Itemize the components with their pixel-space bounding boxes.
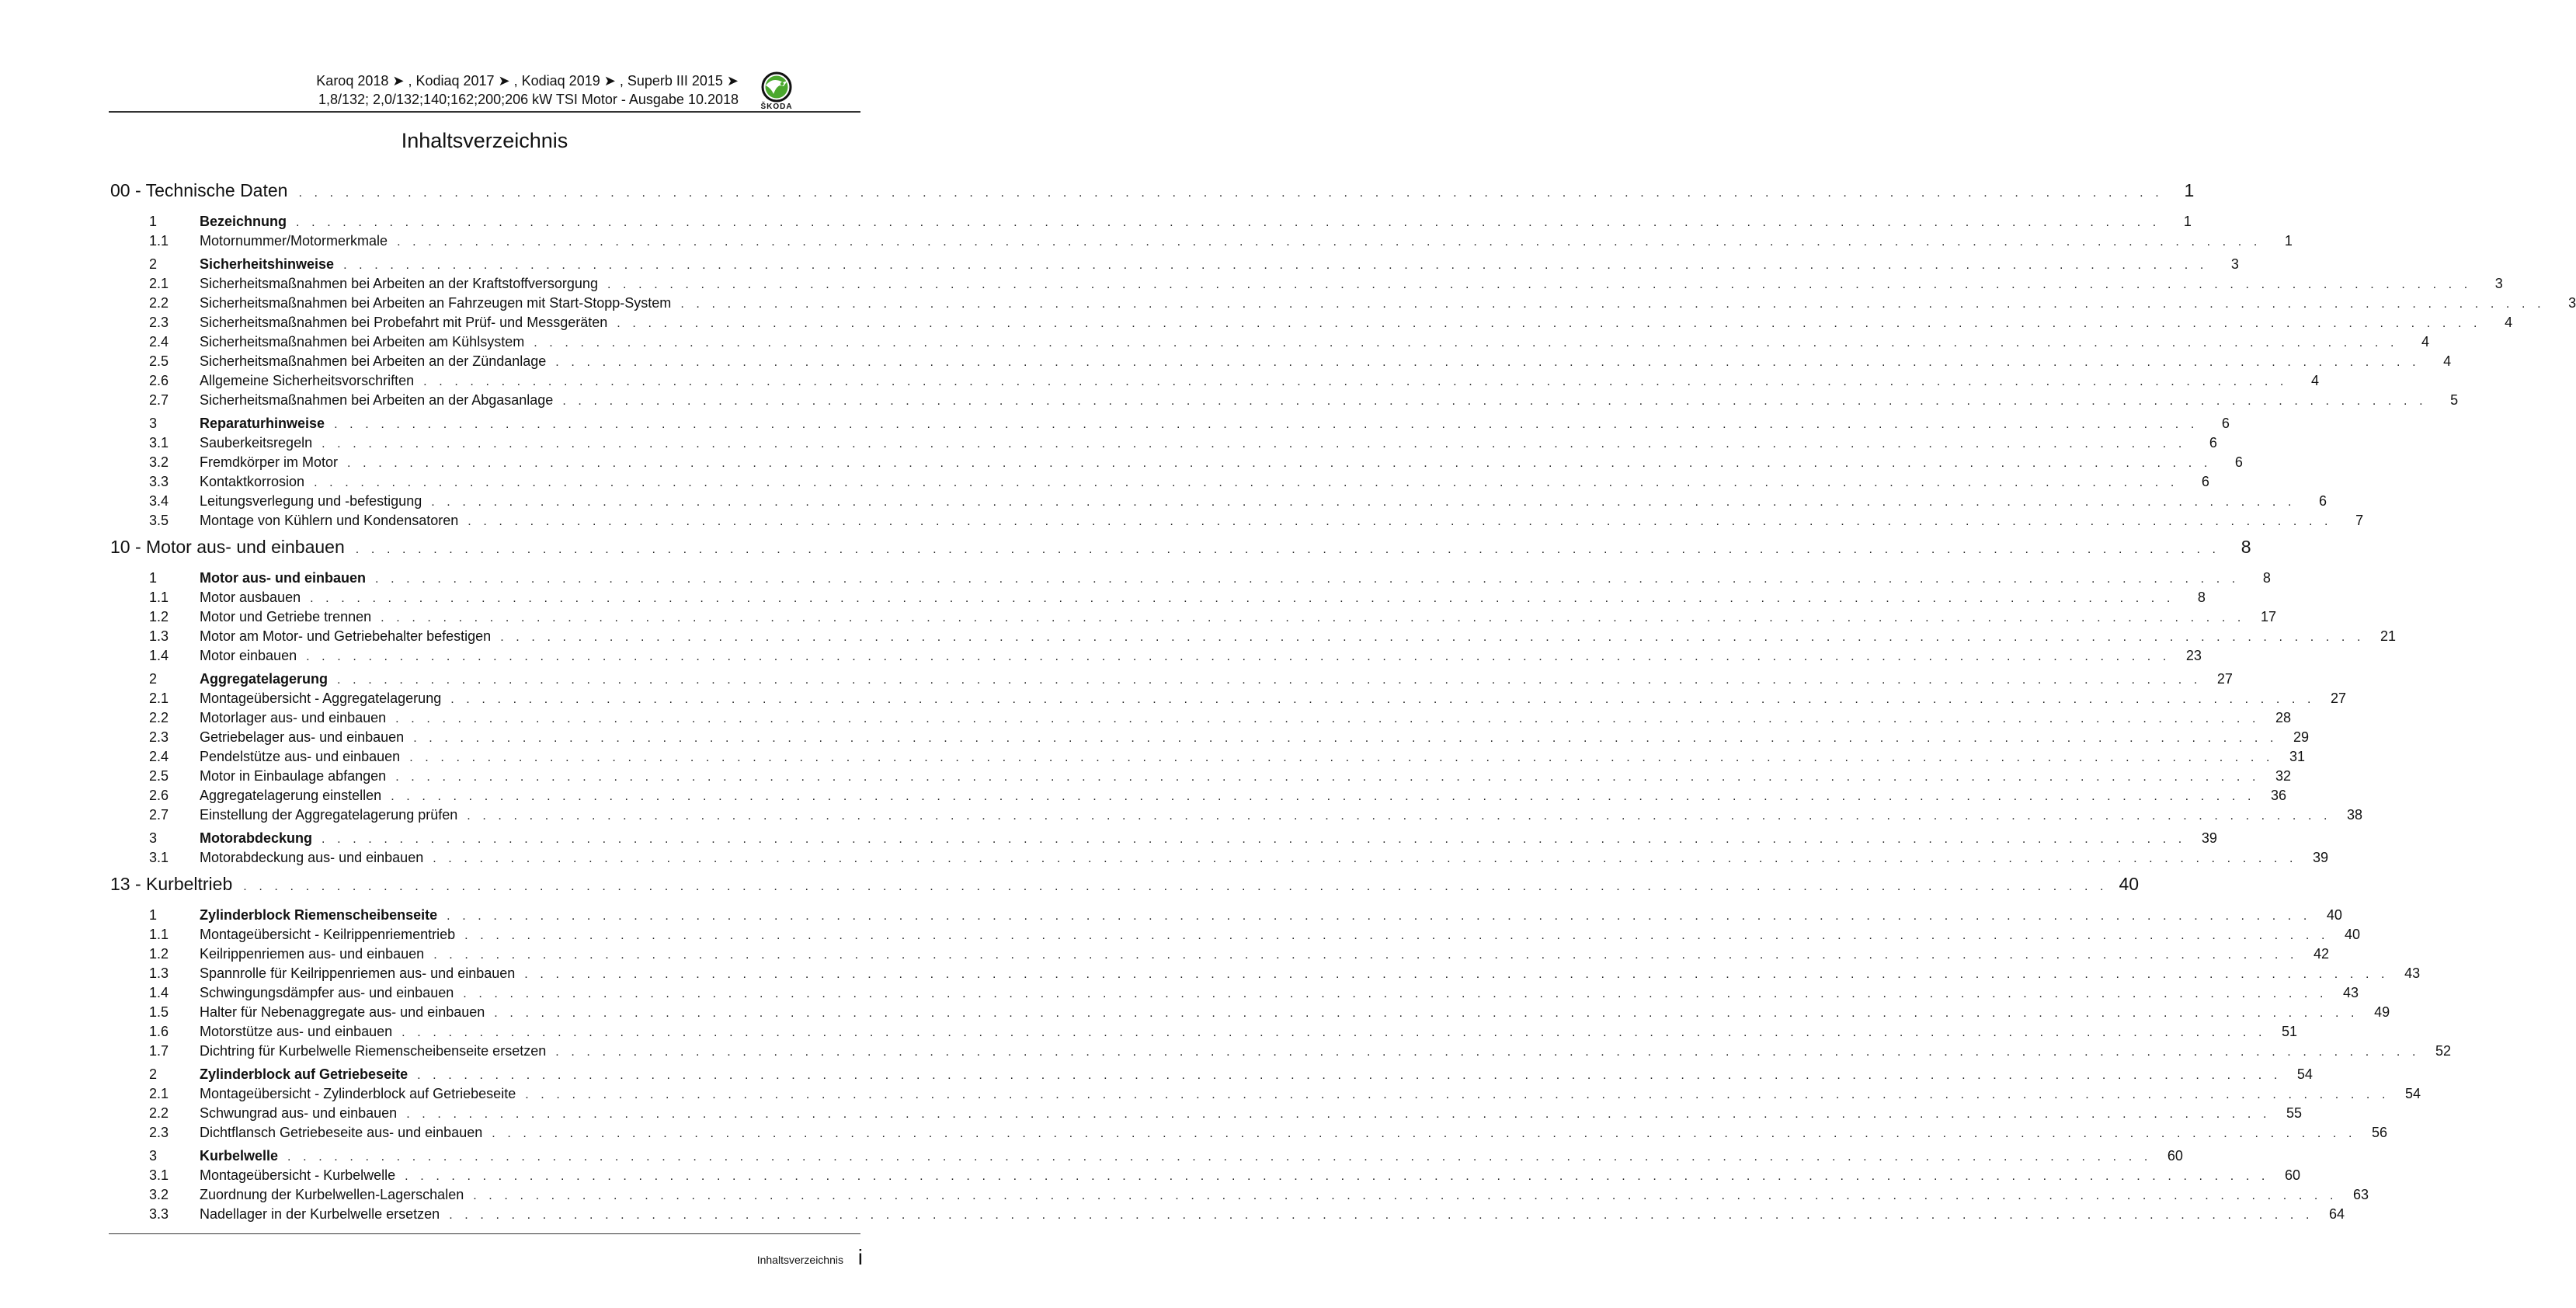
dot-leader: . . . . . . . . . . . . . . . . . . . . . . . . . . . . . . . . . . . . . . . . . . . . . . . . . . . . . . . . . . . . . . . . . . . . . . . . . . . . . . . . . . . . . . . . . . . . . . . . . . . . . . . . . . . . . . . . . . . . . . . .	[391, 790, 2256, 803]
dot-leader: . . . . . . . . . . . . . . . . . . . . . . . . . . . . . . . . . . . . . . . . . . . . . . . . . . . . . . . . . . . . . . . . . . . . . . . . . . . . . . . . . . . . . . . . . . . . . . . . . . . . . . . . . . . . . . . . . . . . . . . .	[402, 1026, 2266, 1039]
dot-leader: . . . . . . . . . . . . . . . . . . . . . . . . . . . . . . . . . . . . . . . . . . . . . . . . . . . . . . . . . . . . . . . . . . . . . . . . . . . . . . . . . . . . . . . . . . . . . . . . . . . . . . . . . . . . . . . . . . . . . . . .	[468, 515, 2333, 528]
toc-entry[interactable]	[110, 646, 2202, 666]
toc-entry[interactable]	[110, 964, 2421, 983]
footer-divider	[109, 1233, 860, 1234]
dot-leader: . . . . . . . . . . . . . . . . . . . . . . . . . . . . . . . . . . . . . . . . . . . . . . . . . . . . . . . . . . . . . . . . . . . . . . . . . . . . . . . . . . . . . . . . . . . . . . . . . . . . . . . . . . . . . . . . . . . . . . . .	[314, 476, 2178, 489]
toc-entry[interactable]	[110, 1166, 2300, 1185]
entry-number: 3.2	[149, 1187, 169, 1202]
toc-section[interactable]	[110, 1146, 2183, 1166]
entry-number: 1.4	[149, 648, 169, 663]
toc-entry[interactable]	[110, 511, 2364, 531]
entry-page-number: 51	[2281, 1024, 2297, 1039]
toc-entry[interactable]	[110, 925, 2360, 944]
entry-title: Spannrolle für Keilrippenriemen aus- und einbauen	[200, 965, 516, 981]
entry-page-number: 6	[2234, 454, 2243, 470]
section-title: Zylinderblock auf Getriebeseite	[200, 1066, 408, 1082]
dot-leader: . . . . . . . . . . . . . . . . . . . . . . . . . . . . . . . . . . . . . . . . . . . . . . . . . . . . . . . . . . . . . . . . . . . . . . . . . . . . . . . . . . . . . . . . . . . . . . . . . . . . . . . . . . . . . . . . . . . . . . . .	[413, 732, 2279, 745]
toc-entry[interactable]	[110, 607, 2276, 627]
entry-page-number: 1	[2284, 233, 2293, 249]
dot-leader: . . . . . . . . . . . . . . . . . . . . . . . . . . . . . . . . . . . . . . . . . . . . . . . . . . . . . . . . . . . . . . . . . . . . . . . . . . . . . . . . . . . . . . . . . . . . . . . . . . . . . . . . . . . . . . . . . . . . . . . .	[334, 418, 2199, 431]
entry-number: 2.6	[149, 373, 169, 388]
entry-page-number: 6	[2319, 493, 2327, 509]
toc-chapter[interactable]	[110, 180, 2195, 208]
section-number: 2	[149, 671, 158, 687]
section-number: 2	[149, 256, 158, 272]
dot-leader: . . . . . . . . . . . . . . . . . . . . . . . . . . . . . . . . . . . . . . . . . . . . . . . . . . . . . . . . . . . . . . . . . . . . . . . . . . . . . . . . . . . . . . . . . . . . . . . . . . . . . . . . . . . . . . . . . . . . . . . .	[607, 278, 2472, 291]
entry-title: Nadellager in der Kurbelwelle ersetzen	[200, 1206, 440, 1222]
dot-leader: . . . . . . . . . . . . . . . . . . . . . . . . . . . . . . . . . . . . . . . . . . . . . . . . . . . . . . . . . . . . . . . . . . . . . . . . . . . . . . . . . . . . . . . . . . . . . . . . . . . . . . . . . . . . . . . . . . . . . . . .	[431, 496, 2296, 509]
entry-page-number: 43	[2404, 965, 2421, 981]
dot-leader: . . . . . . . . . . . . . . . . . . . . . . . . . . . . . . . . . . . . . . . . . . . . . . . . . . . . . . . . . . . . . . . . . . . . . . . . . . . . . . . . . . . . . . . . . . . . . . . . . . . . . . . . . . . . . . . . . . . . . . . .	[395, 771, 2261, 784]
entry-page-number: 5	[2450, 392, 2459, 408]
entry-number: 3.4	[149, 493, 169, 509]
entry-page-number: 23	[2185, 648, 2202, 663]
entry-page-number: 43	[2343, 985, 2359, 1000]
header-models: Karoq 2018 ➤ , Kodiaq 2017 ➤ , Kodiaq 2019 ➤ , Superb III 2015 ➤	[316, 73, 739, 89]
entry-page-number: 40	[2344, 927, 2360, 942]
dot-leader: . . . . . . . . . . . . . . . . . . . . . . . . . . . . . . . . . . . . . . . . . . . . . . . . . . . . . . . . . . . . . . . . . . . . . . . . . . . . . . . . . . . . . . . . . . . . . . . . . . . . . . . . . . . . . . . . . . . . . . . .	[680, 297, 2546, 311]
entry-page-number: 21	[2380, 628, 2397, 644]
entry-title: Allgemeine Sicherheitsvorschriften	[200, 373, 415, 388]
skoda-logo	[751, 71, 802, 111]
dot-leader: . . . . . . . . . . . . . . . . . . . . . . . . . . . . . . . . . . . . . . . . . . . . . . . . . . . . . . . . . . . . . . . . . . . . . . . . . . . . . . . . . . . . . . . . . . . . . . . . . . . . . . . . . . . . . . . . . . . . . . . .	[447, 910, 2311, 923]
toc-section[interactable]	[110, 212, 2192, 231]
entry-number: 3.1	[149, 850, 169, 865]
entry-page-number: 3	[2494, 276, 2503, 291]
toc-entry[interactable]	[110, 747, 2306, 767]
page-header	[109, 71, 802, 111]
entry-number: 2.3	[149, 1125, 169, 1140]
entry-title: Motor in Einbaulage abfangen	[200, 768, 387, 784]
toc-entry[interactable]	[110, 627, 2397, 646]
entry-title: Sicherheitsmaßnahmen bei Probefahrt mit Prüf- und Messgeräten	[200, 315, 608, 330]
entry-title: Sicherheitsmaßnahmen bei Arbeiten an Fahrzeugen mit Start-Stopp-System	[200, 295, 672, 311]
entry-number: 2.2	[149, 295, 169, 311]
entry-page-number: 39	[2313, 850, 2329, 865]
entry-title: Dichtflansch Getriebeseite aus- und einbauen	[200, 1125, 483, 1140]
entry-number: 2.4	[149, 334, 169, 350]
toc-section[interactable]	[110, 255, 2239, 274]
section-page-number: 27	[2216, 671, 2233, 687]
section-title: Bezeichnung	[200, 214, 287, 229]
dot-leader: . . . . . . . . . . . . . . . . . . . . . . . . . . . . . . . . . . . . . . . . . . . . . . . . . . . . . . . . . . . . . . . . . . . . . . . . . . . . . . . . . . . . . . . . . . . . . . . . . . . . . . . . . . . . . . . . . . . . . . . .	[417, 1069, 2282, 1082]
entry-page-number: 3	[2568, 295, 2576, 311]
entry-number: 1.3	[149, 628, 169, 644]
entry-title: Keilrippenriemen aus- und einbauen	[200, 946, 425, 962]
dot-leader: . . . . . . . . . . . . . . . . . . . . . . . . . . . . . . . . . . . . . . . . . . . . . . . . . . . . . . . . . . . . . . . . . . . . . . . . . . . . . . . . . . . . . . . . . . . . . . . . . . . . . . . . . . . . . . . . . . . . . . . .	[322, 437, 2186, 450]
entry-title: Kontaktkorrosion	[200, 474, 305, 489]
entry-title: Einstellung der Aggregatelagerung prüfen	[200, 807, 458, 823]
entry-title: Motorlager aus- und einbauen	[200, 710, 387, 725]
entry-number: 1.2	[149, 946, 169, 962]
toc-entry[interactable]	[110, 433, 2217, 453]
entry-number: 1.4	[149, 985, 169, 1000]
dot-leader: . . . . . . . . . . . . . . . . . . . . . . . . . . . . . . . . . . . . . . . . . . . . . . . . . . . . . . . . . . . . . . . . . . . . . . . . . . . . . . . . . . . . . . . . . . . . . . . . . . . . . . . . . . . . . . . . . . . . . . . .	[494, 1007, 2359, 1020]
section-number: 1	[149, 570, 158, 586]
table-of-contents	[110, 180, 2576, 1224]
entry-title: Motorstütze aus- und einbauen	[200, 1024, 393, 1039]
toc-section[interactable]	[110, 829, 2217, 848]
section-title: Kurbelwelle	[200, 1148, 279, 1164]
entry-page-number: 28	[2275, 710, 2291, 725]
header-engine-edition: 1,8/132; 2,0/132;140;162;200;206 kW TSI Motor - Ausgabe 10.2018	[318, 92, 739, 107]
entry-title: Montageübersicht - Zylinderblock auf Getriebeseite	[200, 1086, 516, 1101]
toc-chapter[interactable]	[110, 874, 2140, 902]
entry-page-number: 4	[2443, 353, 2452, 369]
toc-entry[interactable]	[110, 805, 2363, 825]
entry-title: Sicherheitsmaßnahmen bei Arbeiten an der Abgasanlage	[200, 392, 554, 408]
entry-page-number: 38	[2347, 807, 2363, 823]
entry-title: Montageübersicht - Aggregatelagerung	[200, 691, 442, 706]
entry-title: Sicherheitsmaßnahmen bei Arbeiten am Kühlsystem	[200, 334, 525, 350]
entry-page-number: 36	[2270, 788, 2287, 803]
section-page-number: 40	[2326, 907, 2342, 923]
entry-title: Getriebelager aus- und einbauen	[200, 729, 405, 745]
entry-page-number: 63	[2353, 1187, 2369, 1202]
entry-title: Motor und Getriebe trennen	[200, 609, 372, 624]
toc-entry[interactable]	[110, 1042, 2452, 1061]
chapter-title: 13 - Kurbeltrieb	[110, 874, 233, 894]
entry-number: 1.5	[149, 1004, 169, 1020]
entry-page-number: 4	[2505, 315, 2513, 330]
entry-page-number: 4	[2421, 334, 2430, 350]
toc-entry[interactable]	[110, 492, 2327, 511]
entry-page-number: 6	[2209, 435, 2217, 450]
toc-section[interactable]	[110, 569, 2271, 588]
chapter-page-number: 8	[2241, 537, 2251, 557]
toc-entry[interactable]	[110, 391, 2459, 410]
section-number: 3	[149, 416, 158, 431]
entry-title: Sauberkeitsregeln	[200, 435, 313, 450]
section-title: Zylinderblock Riemenscheibenseite	[200, 907, 438, 923]
entry-page-number: 52	[2435, 1043, 2452, 1059]
toc-entry[interactable]	[110, 352, 2452, 371]
entry-number: 2.3	[149, 315, 169, 330]
dot-leader: . . . . . . . . . . . . . . . . . . . . . . . . . . . . . . . . . . . . . . . . . . . . . . . . . . . . . . . . . . . . . . . . . . . . . . . . . . . . . . . . . . . . . . . . . . . . . . . . . . . . . . . . . . . . . . . . . . . . . . . .	[337, 673, 2202, 687]
toc-chapter[interactable]	[110, 537, 2251, 565]
dot-leader: . . . . . . . . . . . . . . . . . . . . . . . . . . . . . . . . . . . . . . . . . . . . . . . . . . . . . . . . . . . . . . . . . . . . . . . . . . . . . . . . . . . . . . . . . . . . . . . . . . . . . . . . . . . . . . . . . . . . . . . .	[397, 235, 2261, 249]
toc-entry[interactable]	[110, 944, 2330, 964]
entry-number: 2.1	[149, 276, 169, 291]
entry-title: Montageübersicht - Kurbelwelle	[200, 1167, 396, 1183]
toc-entry[interactable]	[110, 588, 2206, 607]
entry-number: 2.2	[149, 1105, 169, 1121]
toc-section[interactable]	[110, 670, 2233, 689]
entry-title: Dichtring für Kurbelwelle Riemenscheibenseite ersetzen	[200, 1043, 547, 1059]
dot-leader: . . . . . . . . . . . . . . . . . . . . . . . . . . . . . . . . . . . . . . . . . . . . . . . . . . . . . . . . . . . . . . . . . . . . . . . . . . . . . . . . . . . . . . . . . . . . . . . . . . . . . . . . . . . . . . . . . . . . . . . .	[449, 1209, 2314, 1222]
entry-number: 1.7	[149, 1043, 169, 1059]
entry-page-number: 17	[2260, 609, 2276, 624]
entry-title: Leitungsverlegung und -befestigung	[200, 493, 422, 509]
entry-title: Montage von Kühlern und Kondensatoren	[200, 513, 459, 528]
toc-entry[interactable]	[110, 786, 2287, 805]
entry-title: Motor am Motor- und Getriebehalter befestigen	[200, 628, 492, 644]
entry-title: Sicherheitsmaßnahmen bei Arbeiten an der Zündanlage	[200, 353, 547, 369]
dot-leader: . . . . . . . . . . . . . . . . . . . . . . . . . . . . . . . . . . . . . . . . . . . . . . . . . . . . . . . . . . . . . . . . . . . . . . . . . . . . . . . . . . . . . . . . . . . . . . . . . . . . . . . . . . . . . . . . . . . . . . . .	[562, 395, 2428, 408]
entry-number: 2.4	[149, 749, 169, 764]
chapter-title: 00 - Technische Daten	[110, 180, 288, 200]
toc-entry[interactable]	[110, 1104, 2303, 1123]
dot-leader: . . . . . . . . . . . . . . . . . . . . . . . . . . . . . . . . . . . . . . . . . . . . . . . . . . . . . . . . . . . . . . . . . . . . . . . . . . . . . . . . . . . . . . . . . . . . . . . . . . . . . . . . . . . . . . . . . . . . . . . .	[525, 1088, 2390, 1101]
dot-leader: . . . . . . . . . . . . . . . . . . . . . . . . . . . . . . . . . . . . . . . . . . . . . . . . . . . . . . . . . . . . . . . . . . . . . . . . . . . . . . . . . . . . . . . . . . . . . . . . . . . . . . . . . . . . . . . . . . . . . . . .	[433, 948, 2299, 962]
entry-title: Halter für Nebenaggregate aus- und einbauen	[200, 1004, 485, 1020]
dot-leader: . . . . . . . . . . . . . . . . . . . . . . . . . . . . . . . . . . . . . . . . . . . . . . . . . . . . . . . . . . . . . . . . . . . . . . . . . . . . . . . . . . . . . . . . . . . . . . . . . . . . . . . . . . . . . . . . . . . . . . . .	[310, 592, 2174, 605]
dot-leader: . . . . . . . . . . . . . . . . . . . . . . . . . . . . . . . . . . . . . . . . . . . . . . . . . . . . . . . . . . . . . . . . . . . . . . . . . . . . . . . . . . . . . . . . . . . . . . . . . . . . . . . . . . . . . . . . . . . . . . . .	[343, 259, 2208, 272]
entry-title: Motornummer/Motormerkmale	[200, 233, 388, 249]
toc-entry[interactable]	[110, 1084, 2421, 1104]
entry-title: Sicherheitsmaßnahmen bei Arbeiten an der Kraftstoffversorgung	[200, 276, 598, 291]
entry-number: 3.5	[149, 513, 169, 528]
dot-leader: . . . . . . . . . . . . . . . . . . . . . . . . . . . . . . . . . . . . . . . . . . . . . . . . . . . . . . . . . . . . . . . . . . . . . . . . . . . . . . . . . . . . . . . . . . . . . . . . . . . . . . . . . . . . . . . . . . . . . . . .	[534, 336, 2399, 350]
dot-leader: . . . . . . . . . . . . . . . . . . . . . . . . . . . . . . . . . . . . . . . . . . . . . . . . . . . . . . . . . . . . . . . . . . . . . . . . . . . . . . . . . . . . . . . . . . . . . . . . . . . . . . . . . . . . . . . . . . . . . . . .	[306, 650, 2171, 663]
toc-entry[interactable]	[110, 332, 2430, 352]
entry-number: 3.3	[149, 474, 169, 489]
toc-entry[interactable]	[110, 1003, 2390, 1022]
entry-number: 2.7	[149, 392, 169, 408]
dot-leader: . . . . . . . . . . . . . . . . . . . . . . . . . . . . . . . . . . . . . . . . . . . . . . . . . . . . . . . . . . . . . . . . . . . . . . . . . . . . . . . . . . . . . . . . . . . . . . . . . . . . . . . . . . . . . . . . . . . . . . . .	[500, 631, 2366, 644]
section-number: 1	[149, 907, 158, 923]
dot-leader: . . . . . . . . . . . . . . . . . . . . . . . . . . . . . . . . . . . . . . . . . . . . . . . . . . . . . . . . . . . . . . . . . . . . . . . . . . . . . . . . . . . . . . . . . . . . . . . . . . . . . . . . . . . . . . . . . . . . . . . .	[473, 1189, 2338, 1202]
dot-leader: . . . . . . . . . . . . . . . . . . . . . . . . . . . . . . . . . . . . . . . . . . . . . . . . . . . . . . . . . . . . . . . . . . . . . . . . . . . . . . . . . . . . . . . . . . . . . . . . . . . . . . . . . . . . . . . . . . . . . . . .	[243, 880, 2108, 893]
entry-number: 1.1	[149, 927, 169, 942]
entry-number: 2.1	[149, 691, 169, 706]
section-page-number: 39	[2201, 830, 2217, 846]
brand-wordmark: ŠKODA	[760, 103, 793, 111]
dot-leader: . . . . . . . . . . . . . . . . . . . . . . . . . . . . . . . . . . . . . . . . . . . . . . . . . . . . . . . . . . . . . . . . . . . . . . . . . . . . . . . . . . . . . . . . . . . . . . . . . . . . . . . . . . . . . . . . . . . . . . . .	[406, 1108, 2272, 1121]
chapter-page-number: 40	[2119, 874, 2140, 894]
footer-label: Inhaltsverzeichnis	[756, 1254, 843, 1266]
section-page-number: 54	[2296, 1066, 2313, 1082]
entry-title: Montageübersicht - Keilrippenriementrieb	[200, 927, 456, 942]
entry-title: Zuordnung der Kurbelwellen-Lagerschalen	[200, 1187, 464, 1202]
entry-page-number: 56	[2372, 1125, 2388, 1140]
entry-number: 3.1	[149, 1167, 169, 1183]
toc-entry[interactable]	[110, 1022, 2297, 1042]
toc-entry[interactable]	[110, 453, 2243, 472]
toc-entry[interactable]	[110, 274, 2503, 294]
footer-page-number: i	[857, 1245, 863, 1269]
dot-leader: . . . . . . . . . . . . . . . . . . . . . . . . . . . . . . . . . . . . . . . . . . . . . . . . . . . . . . . . . . . . . . . . . . . . . . . . . . . . . . . . . . . . . . . . . . . . . . . . . . . . . . . . . . . . . . . . . . . . . . . .	[381, 611, 2245, 624]
entry-title: Schwingungsdämpfer aus- und einbauen	[200, 985, 454, 1000]
section-number: 3	[149, 830, 158, 846]
entry-title: Pendelstütze aus- und einbauen	[200, 749, 401, 764]
dot-leader: . . . . . . . . . . . . . . . . . . . . . . . . . . . . . . . . . . . . . . . . . . . . . . . . . . . . . . . . . . . . . . . . . . . . . . . . . . . . . . . . . . . . . . . . . . . . . . . . . . . . . . . . . . . . . . . . . . . . . . . .	[287, 1150, 2152, 1164]
dot-leader: . . . . . . . . . . . . . . . . . . . . . . . . . . . . . . . . . . . . . . . . . . . . . . . . . . . . . . . . . . . . . . . . . . . . . . . . . . . . . . . . . . . . . . . . . . . . . . . . . . . . . . . . . . . . . . . . . . . . . . . .	[617, 317, 2482, 330]
dot-leader: . . . . . . . . . . . . . . . . . . . . . . . . . . . . . . . . . . . . . . . . . . . . . . . . . . . . . . . . . . . . . . . . . . . . . . . . . . . . . . . . . . . . . . . . . . . . . . . . . . . . . . . . . . . . . . . . . . . . . . . .	[492, 1127, 2357, 1140]
toc-entry[interactable]	[110, 689, 2347, 708]
dot-leader: . . . . . . . . . . . . . . . . . . . . . . . . . . . . . . . . . . . . . . . . . . . . . . . . . . . . . . . . . . . . . . . . . . . . . . . . . . . . . . . . . . . . . . . . . . . . . . . . . . . . . . . . . . . . . . . . . . . . . . . .	[298, 186, 2164, 200]
toc-section[interactable]	[110, 1065, 2313, 1084]
entry-page-number: 4	[2310, 373, 2319, 388]
toc-entry[interactable]	[110, 231, 2293, 251]
header-text	[316, 71, 739, 109]
dot-leader: . . . . . . . . . . . . . . . . . . . . . . . . . . . . . . . . . . . . . . . . . . . . . . . . . . . . . . . . . . . . . . . . . . . . . . . . . . . . . . . . . . . . . . . . . . . . . . . . . . . . . . . . . . . . . . . . . . . . . . . .	[555, 356, 2421, 369]
section-number: 3	[149, 1148, 158, 1164]
dot-leader: . . . . . . . . . . . . . . . . . . . . . . . . . . . . . . . . . . . . . . . . . . . . . . . . . . . . . . . . . . . . . . . . . . . . . . . . . . . . . . . . . . . . . . . . . . . . . . . . . . . . . . . . . . . . . . . . . . . . . . . .	[405, 1170, 2269, 1183]
toc-entry[interactable]	[110, 472, 2209, 492]
entry-page-number: 32	[2275, 768, 2292, 784]
section-page-number: 8	[2262, 570, 2271, 586]
entry-page-number: 42	[2314, 946, 2330, 962]
dot-leader: . . . . . . . . . . . . . . . . . . . . . . . . . . . . . . . . . . . . . . . . . . . . . . . . . . . . . . . . . . . . . . . . . . . . . . . . . . . . . . . . . . . . . . . . . . . . . . . . . . . . . . . . . . . . . . . . . . . . . . . .	[395, 712, 2260, 725]
toc-entry[interactable]	[110, 294, 2576, 313]
entry-number: 3.3	[149, 1206, 169, 1222]
entry-page-number: 49	[2374, 1004, 2390, 1020]
section-title: Motorabdeckung	[200, 830, 313, 846]
entry-page-number: 27	[2331, 691, 2347, 706]
entry-page-number: 54	[2405, 1086, 2421, 1101]
entry-number: 2.3	[149, 729, 169, 745]
entry-page-number: 8	[2197, 590, 2206, 605]
entry-number: 2.7	[149, 807, 169, 823]
entry-page-number: 31	[2289, 749, 2306, 764]
toc-entry[interactable]	[110, 1185, 2369, 1205]
entry-number: 2.1	[149, 1086, 169, 1101]
page-title: Inhaltsverzeichnis	[401, 129, 568, 152]
dot-leader: . . . . . . . . . . . . . . . . . . . . . . . . . . . . . . . . . . . . . . . . . . . . . . . . . . . . . . . . . . . . . . . . . . . . . . . . . . . . . . . . . . . . . . . . . . . . . . . . . . . . . . . . . . . . . . . . . . . . . . . .	[322, 833, 2186, 846]
entry-title: Motorabdeckung aus- und einbauen	[200, 850, 424, 865]
section-number: 2	[149, 1066, 158, 1082]
entry-number: 2.6	[149, 788, 169, 803]
toc-entry[interactable]	[110, 1205, 2345, 1224]
entry-number: 3.1	[149, 435, 169, 450]
toc-entry[interactable]	[110, 313, 2513, 332]
entry-number: 1.3	[149, 965, 169, 981]
skoda-winged-arrow-logo-icon	[760, 71, 794, 103]
header-divider	[109, 111, 860, 113]
toc-section[interactable]	[110, 906, 2342, 925]
dot-leader: . . . . . . . . . . . . . . . . . . . . . . . . . . . . . . . . . . . . . . . . . . . . . . . . . . . . . . . . . . . . . . . . . . . . . . . . . . . . . . . . . . . . . . . . . . . . . . . . . . . . . . . . . . . . . . . . . . . . . . . .	[423, 375, 2288, 388]
dot-leader: . . . . . . . . . . . . . . . . . . . . . . . . . . . . . . . . . . . . . . . . . . . . . . . . . . . . . . . . . . . . . . . . . . . . . . . . . . . . . . . . . . . . . . . . . . . . . . . . . . . . . . . . . . . . . . . . . . . . . . . .	[375, 572, 2240, 586]
toc-section[interactable]	[110, 414, 2230, 433]
section-title: Reparaturhinweise	[200, 416, 325, 431]
section-page-number: 60	[2167, 1148, 2183, 1164]
dot-leader: . . . . . . . . . . . . . . . . . . . . . . . . . . . . . . . . . . . . . . . . . . . . . . . . . . . . . . . . . . . . . . . . . . . . . . . . . . . . . . . . . . . . . . . . . . . . . . . . . . . . . . . . . . . . . . . . . . . . . . . .	[409, 751, 2275, 764]
toc-entry[interactable]	[110, 767, 2292, 786]
entry-number: 1.6	[149, 1024, 169, 1039]
section-title: Aggregatelagerung	[200, 671, 329, 687]
toc-entry[interactable]	[110, 848, 2329, 868]
entry-number: 2.2	[149, 710, 169, 725]
entry-title: Fremdkörper im Motor	[200, 454, 339, 470]
dot-leader: . . . . . . . . . . . . . . . . . . . . . . . . . . . . . . . . . . . . . . . . . . . . . . . . . . . . . . . . . . . . . . . . . . . . . . . . . . . . . . . . . . . . . . . . . . . . . . . . . . . . . . . . . . . . . . . . . . . . . . . .	[450, 693, 2316, 706]
entry-number: 2.5	[149, 353, 169, 369]
entry-number: 2.5	[149, 768, 169, 784]
dot-leader: . . . . . . . . . . . . . . . . . . . . . . . . . . . . . . . . . . . . . . . . . . . . . . . . . . . . . . . . . . . . . . . . . . . . . . . . . . . . . . . . . . . . . . . . . . . . . . . . . . . . . . . . . . . . . . . . . . . . . . . .	[524, 968, 2390, 981]
chapter-page-number: 1	[2184, 180, 2195, 200]
toc-entry[interactable]	[110, 708, 2291, 728]
chapter-title: 10 - Motor aus- und einbauen	[110, 537, 345, 557]
entry-page-number: 64	[2328, 1206, 2345, 1222]
dot-leader: . . . . . . . . . . . . . . . . . . . . . . . . . . . . . . . . . . . . . . . . . . . . . . . . . . . . . . . . . . . . . . . . . . . . . . . . . . . . . . . . . . . . . . . . . . . . . . . . . . . . . . . . . . . . . . . . . . . . . . . .	[463, 987, 2328, 1000]
dot-leader: . . . . . . . . . . . . . . . . . . . . . . . . . . . . . . . . . . . . . . . . . . . . . . . . . . . . . . . . . . . . . . . . . . . . . . . . . . . . . . . . . . . . . . . . . . . . . . . . . . . . . . . . . . . . . . . . . . . . . . . .	[555, 1045, 2421, 1059]
entry-page-number: 6	[2201, 474, 2209, 489]
section-title: Sicherheitshinweise	[200, 256, 335, 272]
entry-number: 1.2	[149, 609, 169, 624]
section-number: 1	[149, 214, 158, 229]
entry-page-number: 7	[2355, 513, 2364, 528]
section-page-number: 6	[2221, 416, 2230, 431]
entry-title: Schwungrad aus- und einbauen	[200, 1105, 398, 1121]
entry-page-number: 60	[2284, 1167, 2300, 1183]
toc-entry[interactable]	[110, 1123, 2388, 1143]
entry-number: 3.2	[149, 454, 169, 470]
section-page-number: 3	[2230, 256, 2239, 272]
dot-leader: . . . . . . . . . . . . . . . . . . . . . . . . . . . . . . . . . . . . . . . . . . . . . . . . . . . . . . . . . . . . . . . . . . . . . . . . . . . . . . . . . . . . . . . . . . . . . . . . . . . . . . . . . . . . . . . . . . . . . . . .	[347, 457, 2212, 470]
entry-title: Aggregatelagerung einstellen	[200, 788, 382, 803]
entry-title: Motor einbauen	[200, 648, 297, 663]
entry-title: Motor ausbauen	[200, 590, 301, 605]
dot-leader: . . . . . . . . . . . . . . . . . . . . . . . . . . . . . . . . . . . . . . . . . . . . . . . . . . . . . . . . . . . . . . . . . . . . . . . . . . . . . . . . . . . . . . . . . . . . . . . . . . . . . . . . . . . . . . . . . . . . . . . .	[355, 543, 2220, 556]
toc-entry[interactable]	[110, 728, 2310, 747]
entry-page-number: 55	[2286, 1105, 2303, 1121]
section-page-number: 1	[2183, 214, 2192, 229]
toc-entry[interactable]	[110, 983, 2359, 1003]
toc-entry[interactable]	[110, 371, 2319, 391]
section-title: Motor aus- und einbauen	[200, 570, 366, 586]
entry-number: 1.1	[149, 590, 169, 605]
dot-leader: . . . . . . . . . . . . . . . . . . . . . . . . . . . . . . . . . . . . . . . . . . . . . . . . . . . . . . . . . . . . . . . . . . . . . . . . . . . . . . . . . . . . . . . . . . . . . . . . . . . . . . . . . . . . . . . . . . . . . . . .	[467, 809, 2332, 823]
dot-leader: . . . . . . . . . . . . . . . . . . . . . . . . . . . . . . . . . . . . . . . . . . . . . . . . . . . . . . . . . . . . . . . . . . . . . . . . . . . . . . . . . . . . . . . . . . . . . . . . . . . . . . . . . . . . . . . . . . . . . . . .	[296, 216, 2161, 229]
dot-leader: . . . . . . . . . . . . . . . . . . . . . . . . . . . . . . . . . . . . . . . . . . . . . . . . . . . . . . . . . . . . . . . . . . . . . . . . . . . . . . . . . . . . . . . . . . . . . . . . . . . . . . . . . . . . . . . . . . . . . . . .	[464, 929, 2329, 942]
dot-leader: . . . . . . . . . . . . . . . . . . . . . . . . . . . . . . . . . . . . . . . . . . . . . . . . . . . . . . . . . . . . . . . . . . . . . . . . . . . . . . . . . . . . . . . . . . . . . . . . . . . . . . . . . . . . . . . . . . . . . . . .	[433, 852, 2298, 865]
entry-number: 1.1	[149, 233, 169, 249]
entry-page-number: 29	[2293, 729, 2310, 745]
